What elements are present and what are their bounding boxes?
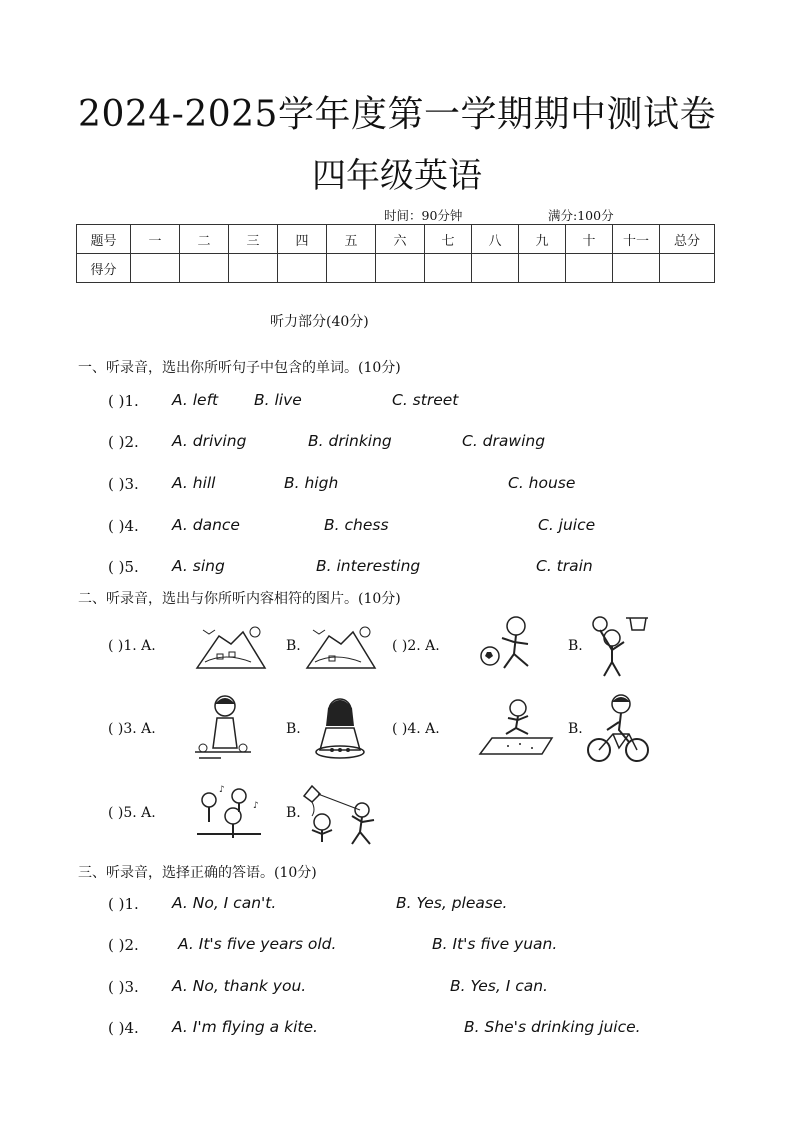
option-b-label: B. xyxy=(568,638,583,654)
option-b-label: B. xyxy=(286,638,301,654)
answer-blank[interactable]: ( )1. A. xyxy=(108,638,156,654)
exam-title: 2024-2025学年度第一学期期中测试卷 xyxy=(78,94,716,135)
answer-blank[interactable]: ( )3. xyxy=(108,978,139,996)
option-a: A. No, thank you. xyxy=(172,977,307,995)
score-cell[interactable] xyxy=(376,254,425,283)
score-cell[interactable] xyxy=(472,254,519,283)
score-table-score-row xyxy=(77,254,715,283)
exam-subtitle: 四年级英语 xyxy=(312,156,482,196)
option-b: B. chess xyxy=(324,516,389,534)
header-cell: 五 xyxy=(327,225,376,254)
soccer-boy-icon xyxy=(478,614,544,676)
header-cell: 题号 xyxy=(77,225,131,254)
listening-header: 听力部分(40分) xyxy=(270,314,369,330)
mountain-scene-icon xyxy=(195,622,267,674)
answer-blank[interactable]: ( )1. xyxy=(108,392,139,410)
option-a: A. dance xyxy=(172,516,240,534)
score-cell[interactable] xyxy=(425,254,472,283)
option-b: B. high xyxy=(284,474,339,492)
option-b: B. Yes, I can. xyxy=(450,977,548,995)
answer-blank[interactable]: ( )4. A. xyxy=(392,721,440,737)
option-b: B. live xyxy=(254,391,302,409)
option-a: A. driving xyxy=(172,432,247,450)
score-cell[interactable] xyxy=(519,254,566,283)
answer-blank[interactable]: ( )4. xyxy=(108,517,139,535)
score-cell[interactable] xyxy=(229,254,278,283)
option-c: C. drawing xyxy=(462,432,546,450)
answer-blank[interactable]: ( )4. xyxy=(108,1019,139,1037)
header-cell: 十 xyxy=(566,225,613,254)
girl-cake-icon xyxy=(306,692,372,766)
score-table xyxy=(76,224,715,283)
option-c: C. train xyxy=(536,557,593,575)
section3-title: 三、听录音，选择正确的答语。(10分) xyxy=(78,865,317,881)
exam-full-score: 满分:100分 xyxy=(548,208,614,223)
answer-blank[interactable]: ( )5. xyxy=(108,558,139,576)
option-b: B. Yes, please. xyxy=(396,894,508,912)
exam-time: 时间：90分钟 xyxy=(384,208,463,223)
option-a: A. It's five years old. xyxy=(178,935,337,953)
score-cell[interactable] xyxy=(613,254,660,283)
option-a: A. I'm flying a kite. xyxy=(172,1018,318,1036)
option-c: C. house xyxy=(508,474,576,492)
header-cell: 二 xyxy=(180,225,229,254)
answer-blank[interactable]: ( )2. xyxy=(108,433,139,451)
option-b-label: B. xyxy=(286,805,301,821)
header-cell: 一 xyxy=(131,225,180,254)
answer-blank[interactable]: ( )3. A. xyxy=(108,721,156,737)
score-cell[interactable] xyxy=(180,254,229,283)
option-a: A. hill xyxy=(172,474,216,492)
header-cell: 总分 xyxy=(660,225,715,254)
option-a: A. No, I can't. xyxy=(172,894,277,912)
score-cell[interactable] xyxy=(327,254,376,283)
answer-blank[interactable]: ( )5. A. xyxy=(108,805,156,821)
answer-blank[interactable]: ( )2. A. xyxy=(392,638,440,654)
option-b: B. She's drinking juice. xyxy=(464,1018,641,1036)
option-c: C. juice xyxy=(538,516,596,534)
option-a: A. left xyxy=(172,391,219,409)
svg-text:♪: ♪ xyxy=(253,801,259,811)
boy-jumping-icon xyxy=(478,698,554,758)
header-cell: 八 xyxy=(472,225,519,254)
header-cell: 七 xyxy=(425,225,472,254)
header-cell: 十一 xyxy=(613,225,660,254)
boy-bike-icon xyxy=(585,692,653,766)
basketball-boy-icon xyxy=(586,612,656,680)
option-c: C. street xyxy=(392,391,459,409)
answer-blank[interactable]: ( )1. xyxy=(108,895,139,913)
score-table-header-row xyxy=(77,225,715,254)
option-b: B. interesting xyxy=(316,557,421,575)
option-b-label: B. xyxy=(286,721,301,737)
children-kite-icon xyxy=(298,780,384,848)
header-cell: 六 xyxy=(376,225,425,254)
answer-blank[interactable]: ( )2. xyxy=(108,936,139,954)
answer-blank[interactable]: ( )3. xyxy=(108,475,139,493)
option-a: A. sing xyxy=(172,557,225,575)
header-cell: 三 xyxy=(229,225,278,254)
option-b-label: B. xyxy=(568,721,583,737)
girl-cooking-icon xyxy=(195,692,253,766)
header-cell: 九 xyxy=(519,225,566,254)
score-cell[interactable] xyxy=(660,254,715,283)
option-b: B. It's five yuan. xyxy=(432,935,558,953)
section1-title: 一、听录音，选出你所听句子中包含的单词。(10分) xyxy=(78,360,401,376)
score-cell[interactable] xyxy=(131,254,180,283)
mountain-scene-icon xyxy=(305,622,377,674)
children-singing-icon xyxy=(195,782,263,846)
section2-title: 二、听录音，选出与你所听内容相符的图片。(10分) xyxy=(78,591,401,607)
score-cell[interactable] xyxy=(566,254,613,283)
option-b: B. drinking xyxy=(308,432,392,450)
row-label: 得分 xyxy=(77,254,131,283)
svg-text:♪: ♪ xyxy=(219,785,225,795)
score-cell[interactable] xyxy=(278,254,327,283)
header-cell: 四 xyxy=(278,225,327,254)
